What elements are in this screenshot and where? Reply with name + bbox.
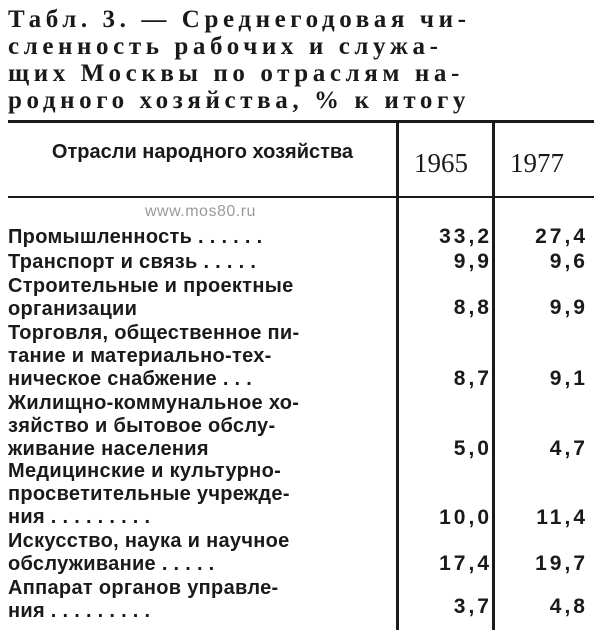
row-sector-name: Промышленность . . . . . . (8, 226, 263, 248)
row-sector-name: Торговля, общественное пи- тание и материально-тех- ническое снабжение . . . (8, 322, 300, 390)
table-row (8, 392, 594, 462)
table-row (8, 251, 594, 275)
caption-line: Табл. 3. — Среднегодовая чи- (8, 6, 471, 33)
row-sector-name: Аппарат органов управле- ния . . . . . . . . . (8, 577, 279, 622)
table-caption (8, 6, 583, 114)
caption-line: родного хозяйства, % к итогу (8, 87, 471, 114)
value-1977: 27,4 (535, 225, 588, 248)
caption-line: сленность рабочих и служа- (8, 33, 443, 60)
table-row (8, 577, 594, 625)
value-1977: 4,7 (549, 437, 588, 460)
value-1965: 8,8 (453, 296, 492, 319)
column-header-1965: 1965 (414, 148, 468, 178)
row-sector-name: Искусство, наука и научное обслуживание . . . . . (8, 530, 290, 575)
table-row (8, 460, 594, 530)
value-1977: 9,1 (549, 367, 588, 390)
watermark-text: www.mos80.ru (145, 203, 256, 220)
row-sector-name: Медицинские и культурно- просветительные учрежде- ния . . . . . . . . . (8, 460, 290, 528)
table-row (8, 530, 594, 578)
row-sector-name: Жилищно-коммунальное хо- зяйство и бытовое обслу- живание населения (8, 392, 300, 460)
table-row (8, 322, 594, 392)
value-1977: 4,8 (549, 595, 588, 618)
value-1965: 10,0 (439, 506, 492, 529)
value-1977: 11,4 (536, 506, 588, 529)
value-1965: 5,0 (453, 437, 492, 460)
value-1965: 33,2 (439, 225, 492, 248)
row-sector-name: Строительные и проектные организации (8, 275, 294, 320)
column-header-sector: Отрасли народного хозяйства (51, 141, 354, 163)
value-1965: 9,9 (453, 250, 492, 273)
value-1965: 3,7 (453, 595, 492, 618)
value-1977: 9,6 (549, 250, 588, 273)
value-1977: 9,9 (549, 296, 588, 319)
value-1965: 17,4 (439, 552, 492, 575)
row-sector-name: Транспорт и связь . . . . . (8, 251, 257, 273)
caption-line: щих Москвы по отраслям на- (8, 60, 464, 87)
table-row (8, 226, 594, 250)
table-row (8, 275, 594, 323)
table-top-rule (8, 120, 594, 123)
column-header-1977: 1977 (510, 148, 564, 178)
value-1977: 19,7 (535, 552, 588, 575)
value-1965: 8,7 (453, 367, 492, 390)
table-header-rule (8, 196, 594, 198)
